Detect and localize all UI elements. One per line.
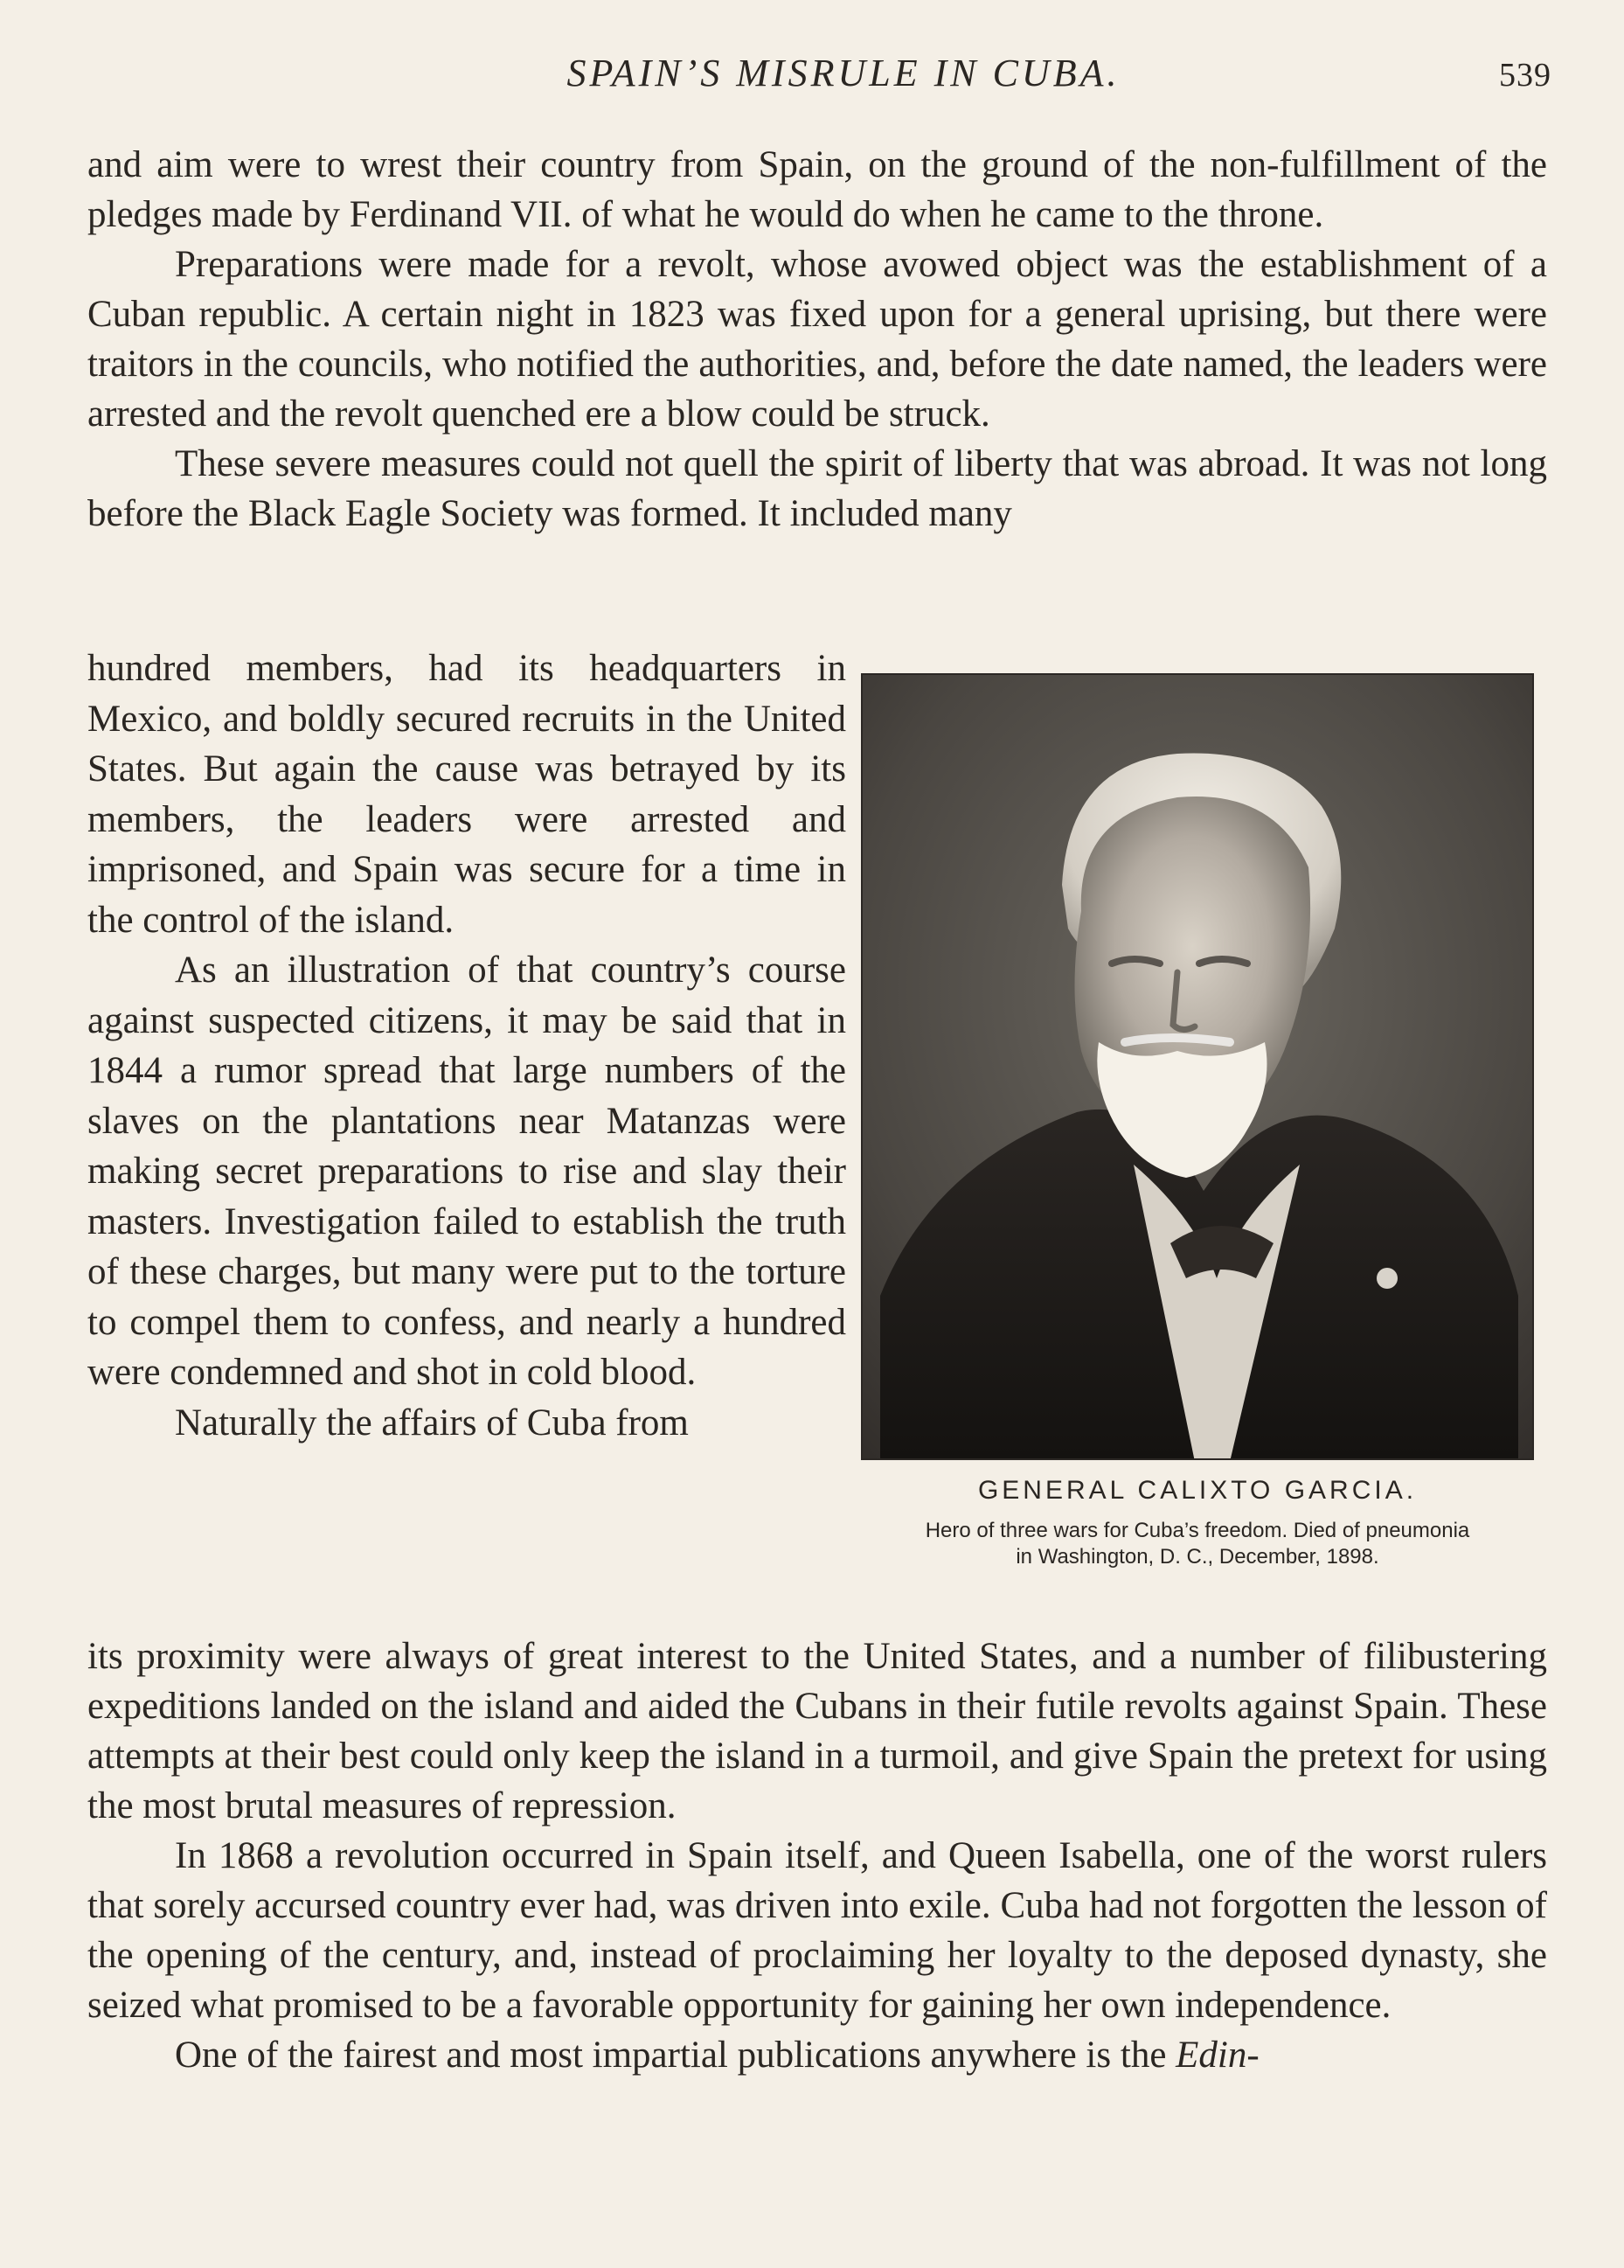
paragraph-bottom-2: In 1868 a revolution occurred in Spain itself, and Queen Isabella, one of the worst rulers that sorely accursed country ever had, was driven into exile. Cuba had not forgotten the lesson of the opening of the century, and, instead of proclaiming her loyalty to the deposed dynasty, she seized what promised to be a favorable opportunity for gaining her own independence.	[87, 1835, 1547, 2026]
page-number: 539	[1499, 57, 1551, 94]
caption-line-2: in Washington, D. C., December, 1898.	[1016, 1545, 1379, 1569]
paragraph-1: and aim were to wrest their country from Spain, on the ground of the non-fulfillment of the pledges made by Ferdinand VII. of what he would do when he came to the throne.	[87, 144, 1547, 235]
running-head	[0, 51, 1624, 103]
paragraph-2: Preparations were made for a revolt, whose avowed object was the establishment of a Cuban republic. A certain night in 1823 was fixed upon for a general uprising, but there were traitors in the councils, who notified the authorities, and, before the date named, the leaders were arrested and the revolt quenched ere a blow could be struck.	[87, 244, 1547, 435]
portrait-figure	[861, 673, 1534, 1460]
caption-line-1: Hero of three wars for Cuba’s freedom. Died of pneumonia	[925, 1519, 1470, 1542]
last-line-italic: Edin-	[1176, 2035, 1260, 2076]
portrait-image	[861, 673, 1534, 1460]
paragraph-3: These severe measures could not quell the spirit of liberty that was abroad. It was not long before the Black Eagle Society was formed. It included many	[87, 443, 1547, 534]
paragraph-side-3: Naturally the affairs of Cuba from	[175, 1402, 689, 1444]
body-top	[87, 140, 1547, 539]
running-title: SPAIN’S MISRULE IN CUBA.	[566, 52, 1121, 94]
paragraph-side-2: As an illustration of that country’s course against suspected citizens, it may be said that in 1844 a rumor spread that large numbers of the slaves on the plantations near Matanzas were making secret preparations to rise and slay their masters. Investigation failed to establish the truth of these charges, but many were put to the torture to compel them to confess, and nearly a hundred were condemned and shot in cold blood.	[87, 950, 846, 1393]
figure-caption	[861, 1476, 1534, 1570]
caption-title: GENERAL CALIXTO GARCIA.	[977, 1476, 1418, 1505]
portrait-svg	[863, 675, 1534, 1460]
paragraph-last-line	[87, 2030, 1547, 2080]
caption-text	[861, 1518, 1534, 1570]
body-bottom	[87, 1631, 1547, 2080]
paragraph-side-1: hundred members, had its headquarters in Mexico, and boldly secured recruits in the United States. But again the cause was betrayed by its members, the leaders were arrested and imprisoned, and Spain was secure for a time in the control of the island.	[87, 648, 846, 941]
paragraph-bottom-1: its proximity were always of great interest to the United States, and a number of filibustering expeditions landed on the island and aided the Cubans in their futile revolts against Spain. These attempts at their best could only keep the island in a turmoil, and give Spain the pretext for using the most brutal measures of repression.	[87, 1636, 1547, 1826]
last-line-text: One of the fairest and most impartial publications anywhere is the	[175, 2035, 1167, 2076]
body-side	[87, 644, 846, 1448]
